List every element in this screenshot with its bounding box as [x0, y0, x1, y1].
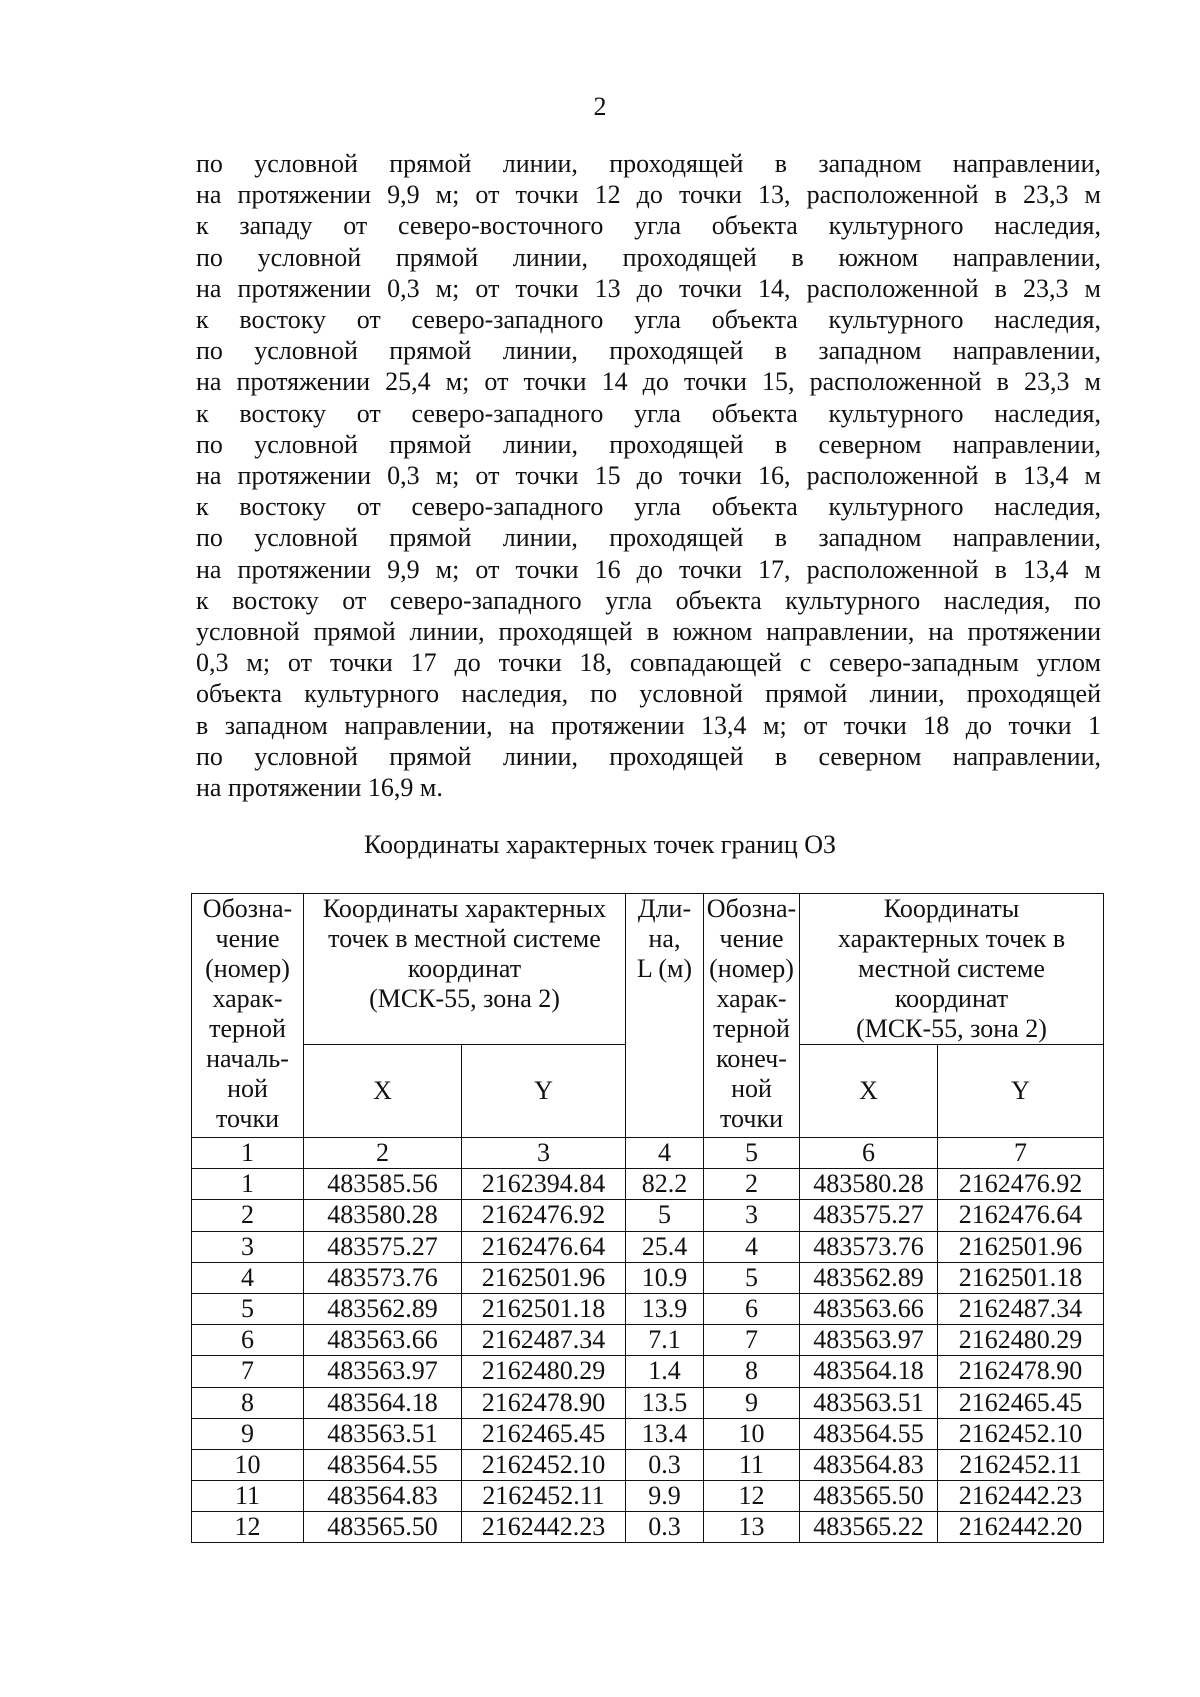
end-y-cell: 2162478.90	[938, 1356, 1104, 1387]
coordinates-table	[191, 893, 1104, 1543]
table-row	[192, 1169, 1104, 1200]
table-caption: Координаты характерных точек границ ОЗ	[363, 830, 837, 859]
end-y-cell: 2162452.11	[938, 1449, 1104, 1480]
paragraph-line: к западу от северо-восточного угла объекта культурного наследия,	[196, 211, 1101, 241]
end-x-cell: 483564.18	[800, 1356, 938, 1387]
end-point-cell: 11	[704, 1449, 800, 1480]
start-point-cell: 2	[192, 1200, 304, 1231]
paragraph-line: на протяжении 25,4 м; от точки 14 до точки 15, расположенной в 23,3 м	[196, 367, 1101, 397]
start-x-cell: 483563.97	[304, 1356, 462, 1387]
end-x-cell: 483563.97	[800, 1325, 938, 1356]
start-point-cell: 5	[192, 1293, 304, 1324]
start-point-cell: 11	[192, 1481, 304, 1512]
body-paragraph	[196, 148, 1101, 803]
start-x-cell: 483563.66	[304, 1325, 462, 1356]
start-y-cell: 2162478.90	[462, 1387, 626, 1418]
end-y-cell: 2162487.34	[938, 1293, 1104, 1324]
end-point-cell: 3	[704, 1200, 800, 1231]
table-row	[192, 1387, 1104, 1418]
header-end-x: X	[800, 1045, 938, 1138]
table-body	[192, 1169, 1104, 1543]
column-number: 2	[304, 1138, 462, 1169]
paragraph-line: к востоку от северо-западного угла объекта культурного наследия,	[196, 398, 1101, 428]
paragraph-line: на протяжении 0,3 м; от точки 13 до точки 14, расположенной в 23,3 м	[196, 273, 1101, 303]
paragraph-line: по условной прямой линии, проходящей в южном направлении,	[196, 242, 1101, 272]
paragraph-line: условной прямой линии, проходящей в южном направлении, на протяжении	[196, 617, 1101, 647]
end-y-cell: 2162501.18	[938, 1262, 1104, 1293]
start-x-cell: 483580.28	[304, 1200, 462, 1231]
start-x-cell: 483563.51	[304, 1418, 462, 1449]
end-point-cell: 9	[704, 1387, 800, 1418]
end-y-cell: 2162442.23	[938, 1481, 1104, 1512]
start-point-cell: 12	[192, 1512, 304, 1543]
paragraph-line: по условной прямой линии, проходящей в северном направлении,	[196, 429, 1101, 459]
table-row	[192, 1481, 1104, 1512]
end-point-cell: 7	[704, 1325, 800, 1356]
column-number-row	[192, 1138, 1104, 1169]
end-point-cell: 12	[704, 1481, 800, 1512]
end-x-cell: 483565.22	[800, 1512, 938, 1543]
end-y-cell: 2162452.10	[938, 1418, 1104, 1449]
start-point-cell: 7	[192, 1356, 304, 1387]
table-row	[192, 1418, 1104, 1449]
end-y-cell: 2162480.29	[938, 1325, 1104, 1356]
table-row	[192, 1293, 1104, 1324]
column-number: 7	[938, 1138, 1104, 1169]
start-y-cell: 2162476.64	[462, 1231, 626, 1262]
table-row	[192, 1231, 1104, 1262]
paragraph-line: на протяжении 0,3 м; от точки 15 до точки 16, расположенной в 13,4 м	[196, 461, 1101, 491]
end-x-cell: 483563.66	[800, 1293, 938, 1324]
start-x-cell: 483575.27	[304, 1231, 462, 1262]
paragraph-line: к востоку от северо-западного угла объекта культурного наследия,	[196, 492, 1101, 522]
start-point-cell: 3	[192, 1231, 304, 1262]
length-cell: 13.4	[626, 1418, 704, 1449]
start-x-cell: 483564.55	[304, 1449, 462, 1480]
end-x-cell: 483562.89	[800, 1262, 938, 1293]
end-point-cell: 10	[704, 1418, 800, 1449]
start-x-cell: 483585.56	[304, 1169, 462, 1200]
start-point-cell: 1	[192, 1169, 304, 1200]
end-point-cell: 13	[704, 1512, 800, 1543]
end-x-cell: 483573.76	[800, 1231, 938, 1262]
paragraph-line: по условной прямой линии, проходящей в северном направлении,	[196, 741, 1101, 771]
start-x-cell: 483564.83	[304, 1481, 462, 1512]
table-row	[192, 1356, 1104, 1387]
start-x-cell: 483565.50	[304, 1512, 462, 1543]
end-x-cell: 483564.83	[800, 1449, 938, 1480]
column-number: 1	[192, 1138, 304, 1169]
header-start-point: Обозна- чение (номер) харак- терной началь- ной точки	[192, 894, 304, 1138]
end-y-cell: 2162501.96	[938, 1231, 1104, 1262]
length-cell: 1.4	[626, 1356, 704, 1387]
paragraph-line: на протяжении 9,9 м; от точки 12 до точки 13, расположенной в 23,3 м	[196, 180, 1101, 210]
table-row	[192, 1512, 1104, 1543]
header-end-coordinates: Координаты характерных точек в местной системе координат (МСК-55, зона 2)	[800, 894, 1104, 1045]
start-x-cell: 483564.18	[304, 1387, 462, 1418]
end-x-cell: 483575.27	[800, 1200, 938, 1231]
header-start-x: X	[304, 1045, 462, 1138]
header-start-coordinates: Координаты характерных точек в местной системе координат (МСК-55, зона 2)	[304, 894, 626, 1045]
column-number: 3	[462, 1138, 626, 1169]
start-y-cell: 2162442.23	[462, 1512, 626, 1543]
column-number: 5	[704, 1138, 800, 1169]
end-y-cell: 2162465.45	[938, 1387, 1104, 1418]
page-number: 2	[593, 92, 607, 121]
start-x-cell: 483573.76	[304, 1262, 462, 1293]
paragraph-line: в западном направлении, на протяжении 13,4 м; от точки 18 до точки 1	[196, 710, 1101, 740]
start-y-cell: 2162394.84	[462, 1169, 626, 1200]
end-x-cell: 483563.51	[800, 1387, 938, 1418]
length-cell: 9.9	[626, 1481, 704, 1512]
start-point-cell: 10	[192, 1449, 304, 1480]
start-y-cell: 2162480.29	[462, 1356, 626, 1387]
table-row	[192, 1325, 1104, 1356]
start-y-cell: 2162487.34	[462, 1325, 626, 1356]
end-point-cell: 4	[704, 1231, 800, 1262]
paragraph-line: по условной прямой линии, проходящей в западном направлении,	[196, 149, 1101, 178]
header-start-y: Y	[462, 1045, 626, 1138]
paragraph-line: 0,3 м; от точки 17 до точки 18, совпадающей с северо-западным углом	[196, 648, 1101, 678]
paragraph-line: к востоку от северо-западного угла объекта культурного наследия, по	[196, 585, 1101, 615]
paragraph-line: к востоку от северо-западного угла объекта культурного наследия,	[196, 305, 1101, 335]
start-point-cell: 9	[192, 1418, 304, 1449]
paragraph-line: на протяжении 9,9 м; от точки 16 до точки 17, расположенной в 13,4 м	[196, 554, 1101, 584]
start-y-cell: 2162465.45	[462, 1418, 626, 1449]
end-point-cell: 8	[704, 1356, 800, 1387]
length-cell: 7.1	[626, 1325, 704, 1356]
length-cell: 13.5	[626, 1387, 704, 1418]
header-end-y: Y	[938, 1045, 1104, 1138]
paragraph-line: объекта культурного наследия, по условной прямой линии, проходящей	[196, 679, 1101, 709]
end-x-cell: 483580.28	[800, 1169, 938, 1200]
length-cell: 10.9	[626, 1262, 704, 1293]
length-cell: 0.3	[626, 1512, 704, 1543]
end-x-cell: 483564.55	[800, 1418, 938, 1449]
end-x-cell: 483565.50	[800, 1481, 938, 1512]
header-end-point: Обозна- чение (номер) харак- терной конеч- ной точки	[704, 894, 800, 1138]
start-point-cell: 8	[192, 1387, 304, 1418]
table-row	[192, 1262, 1104, 1293]
start-point-cell: 4	[192, 1262, 304, 1293]
end-y-cell: 2162442.20	[938, 1512, 1104, 1543]
paragraph-line: по условной прямой линии, проходящей в западном направлении,	[196, 523, 1101, 553]
paragraph-line: на протяжении 16,9 м.	[196, 773, 443, 803]
end-point-cell: 2	[704, 1169, 800, 1200]
length-cell: 5	[626, 1200, 704, 1231]
start-x-cell: 483562.89	[304, 1293, 462, 1324]
column-number: 4	[626, 1138, 704, 1169]
start-y-cell: 2162452.11	[462, 1481, 626, 1512]
end-point-cell: 5	[704, 1262, 800, 1293]
start-y-cell: 2162452.10	[462, 1449, 626, 1480]
start-y-cell: 2162501.96	[462, 1262, 626, 1293]
length-cell: 13.9	[626, 1293, 704, 1324]
end-y-cell: 2162476.64	[938, 1200, 1104, 1231]
header-length: Дли- на, L (м)	[626, 894, 704, 1138]
table-header-row	[192, 894, 1104, 1045]
start-y-cell: 2162476.92	[462, 1200, 626, 1231]
length-cell: 82.2	[626, 1169, 704, 1200]
length-cell: 25.4	[626, 1231, 704, 1262]
end-point-cell: 6	[704, 1293, 800, 1324]
end-y-cell: 2162476.92	[938, 1169, 1104, 1200]
length-cell: 0.3	[626, 1449, 704, 1480]
start-point-cell: 6	[192, 1325, 304, 1356]
paragraph-line: по условной прямой линии, проходящей в западном направлении,	[196, 336, 1101, 366]
table-row	[192, 1449, 1104, 1480]
column-number: 6	[800, 1138, 938, 1169]
table-row	[192, 1200, 1104, 1231]
start-y-cell: 2162501.18	[462, 1293, 626, 1324]
